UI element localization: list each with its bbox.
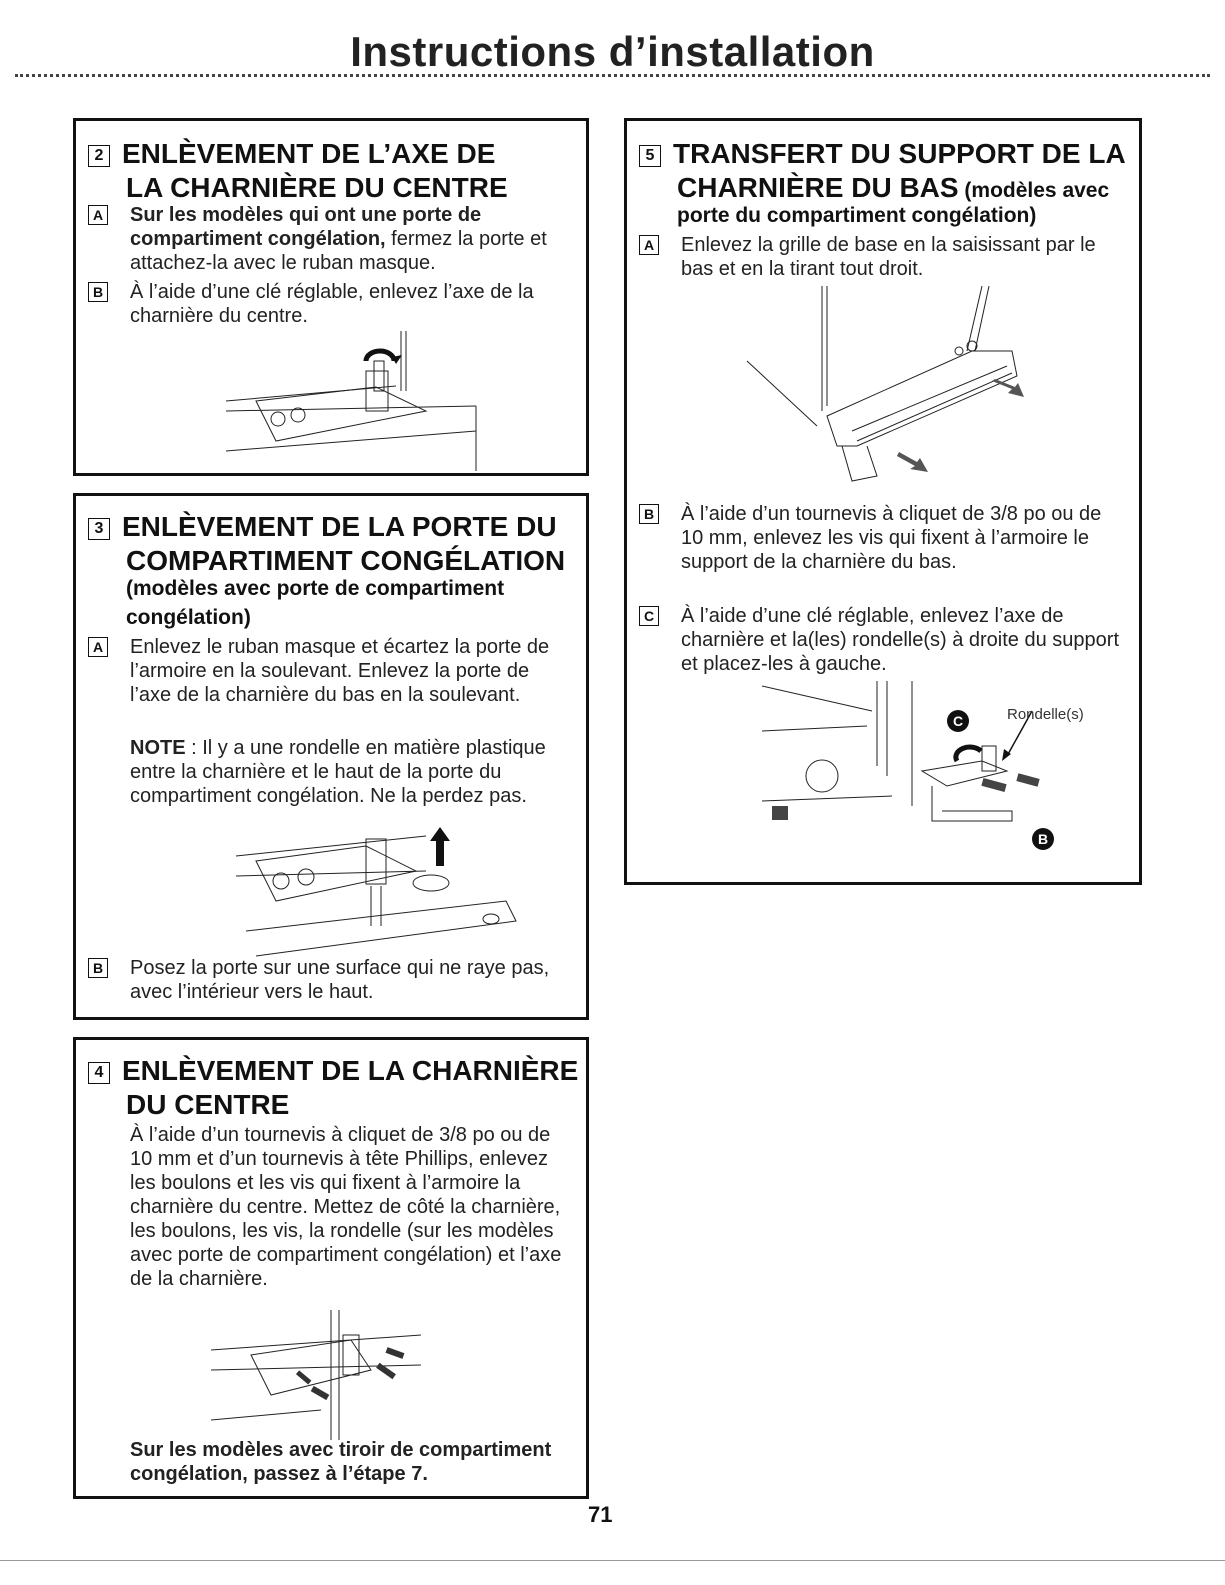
step-3-note-label: NOTE: [130, 737, 186, 759]
step-5-subheading: porte du compartiment congélation): [677, 204, 1037, 227]
step-4-heading-line1: ENLÈVEMENT DE LA CHARNIÈRE: [122, 1055, 579, 1086]
step-4-heading: [88, 1054, 583, 1122]
step-3-heading: [88, 510, 583, 578]
page-number: 71: [588, 1502, 613, 1527]
bottom-divider: [0, 1560, 1225, 1561]
title-divider: [15, 74, 1210, 77]
step-3-label-a: A: [88, 637, 108, 657]
step-3-heading-line2: COMPARTIMENT CONGÉLATION: [126, 545, 566, 576]
step-5-number: 5: [639, 145, 661, 167]
step-2-text-a-rest: fermez la porte et attachez-la avec le ruban masque.: [130, 228, 547, 274]
step-5-label-b: B: [639, 504, 659, 524]
freezer-door-illustration: [226, 831, 526, 956]
step-2-box: [73, 118, 589, 476]
center-hinge-illustration: [201, 1310, 501, 1440]
step-4-heading-line2: DU CENTRE: [126, 1089, 290, 1120]
bottom-hinge-bracket-illustration: [752, 676, 1072, 851]
page-title: Instructions d’installation: [350, 28, 875, 75]
base-grille-illustration: [727, 281, 1047, 491]
step-3-note: [130, 736, 575, 808]
step-4-box: [73, 1037, 589, 1499]
hinge-pin-illustration: [216, 331, 496, 471]
step-5-heading: [639, 137, 1134, 205]
step-5-label-c: C: [639, 606, 659, 626]
step-2-label-a: A: [88, 205, 108, 225]
step-3-note-text: : Il y a une rondelle en matière plastique entre la charnière et le haut de la porte du compartiment congélation. Ne la perdez pas.: [130, 737, 546, 807]
step-4-footer: Sur les modèles avec tiroir de compartiment congélation, passez à l’étape 7.: [130, 1439, 552, 1485]
step-2-heading: [88, 137, 578, 205]
step-3-subheading: (modèles avec porte de compartiment congélation): [126, 577, 505, 629]
step-3-text-b: Posez la porte sur une surface qui ne raye pas, avec l’intérieur vers le haut.: [130, 957, 550, 1003]
step-2-label-b: B: [88, 282, 108, 302]
step-3-label-b: B: [88, 958, 108, 978]
step-5-heading-line2: CHARNIÈRE DU BAS: [677, 172, 959, 203]
step-5-heading-line1: TRANSFERT DU SUPPORT DE LA: [673, 138, 1126, 169]
step-5-text-b: À l’aide d’un tournevis à cliquet de 3/8 po ou de 10 mm, enlevez les vis qui fixent à l’armoire le support de la charnière du bas.: [681, 503, 1102, 573]
step-3-number: 3: [88, 518, 110, 540]
step-5-fig-callout-c: C: [947, 710, 969, 732]
step-2-text-a: [130, 203, 575, 275]
step-2-heading-line2: LA CHARNIÈRE DU CENTRE: [126, 172, 508, 203]
step-5-heading-suffix: (modèles avec: [958, 179, 1110, 202]
step-4-number: 4: [88, 1062, 110, 1084]
step-2-text-a-bold: Sur les modèles qui ont une porte de compartiment congélation,: [130, 204, 482, 250]
step-5-fig-callout-b: B: [1032, 828, 1054, 850]
step-5-text-c: À l’aide d’une clé réglable, enlevez l’axe de charnière et la(les) rondelle(s) à droite du support et placez-les à gauche.: [681, 605, 1119, 675]
step-3-box: [73, 493, 589, 1020]
step-2-text-b: À l’aide d’une clé réglable, enlevez l’axe de la charnière du centre.: [130, 281, 534, 327]
step-3-heading-line1: ENLÈVEMENT DE LA PORTE DU: [122, 511, 557, 542]
step-2-heading-line1: ENLÈVEMENT DE L’AXE DE: [122, 138, 496, 169]
step-2-number: 2: [88, 145, 110, 167]
step-3-text-a: Enlevez le ruban masque et écartez la porte de l’armoire en la soulevant. Enlevez la porte de l’axe de la charnière du bas en la soulevant.: [130, 636, 550, 706]
step-5-fig-label-washers: Rondelle(s): [1007, 706, 1084, 723]
step-5-text-a: Enlevez la grille de base en la saisissant par le bas et en la tirant tout droit.: [681, 234, 1096, 280]
step-4-text: À l’aide d’un tournevis à cliquet de 3/8 po ou de 10 mm et d’un tournevis à tête Phillips, enlevez les boulons et les vis qui fixent à l’armoire la charnière du centre. Mettez de côté la charnière, les boulons, les vis, la rondelle (sur les modèles avec porte de compartiment congélation) et l’axe de la charnière.: [130, 1124, 562, 1290]
step-5-label-a: A: [639, 235, 659, 255]
step-5-box: [624, 118, 1142, 885]
